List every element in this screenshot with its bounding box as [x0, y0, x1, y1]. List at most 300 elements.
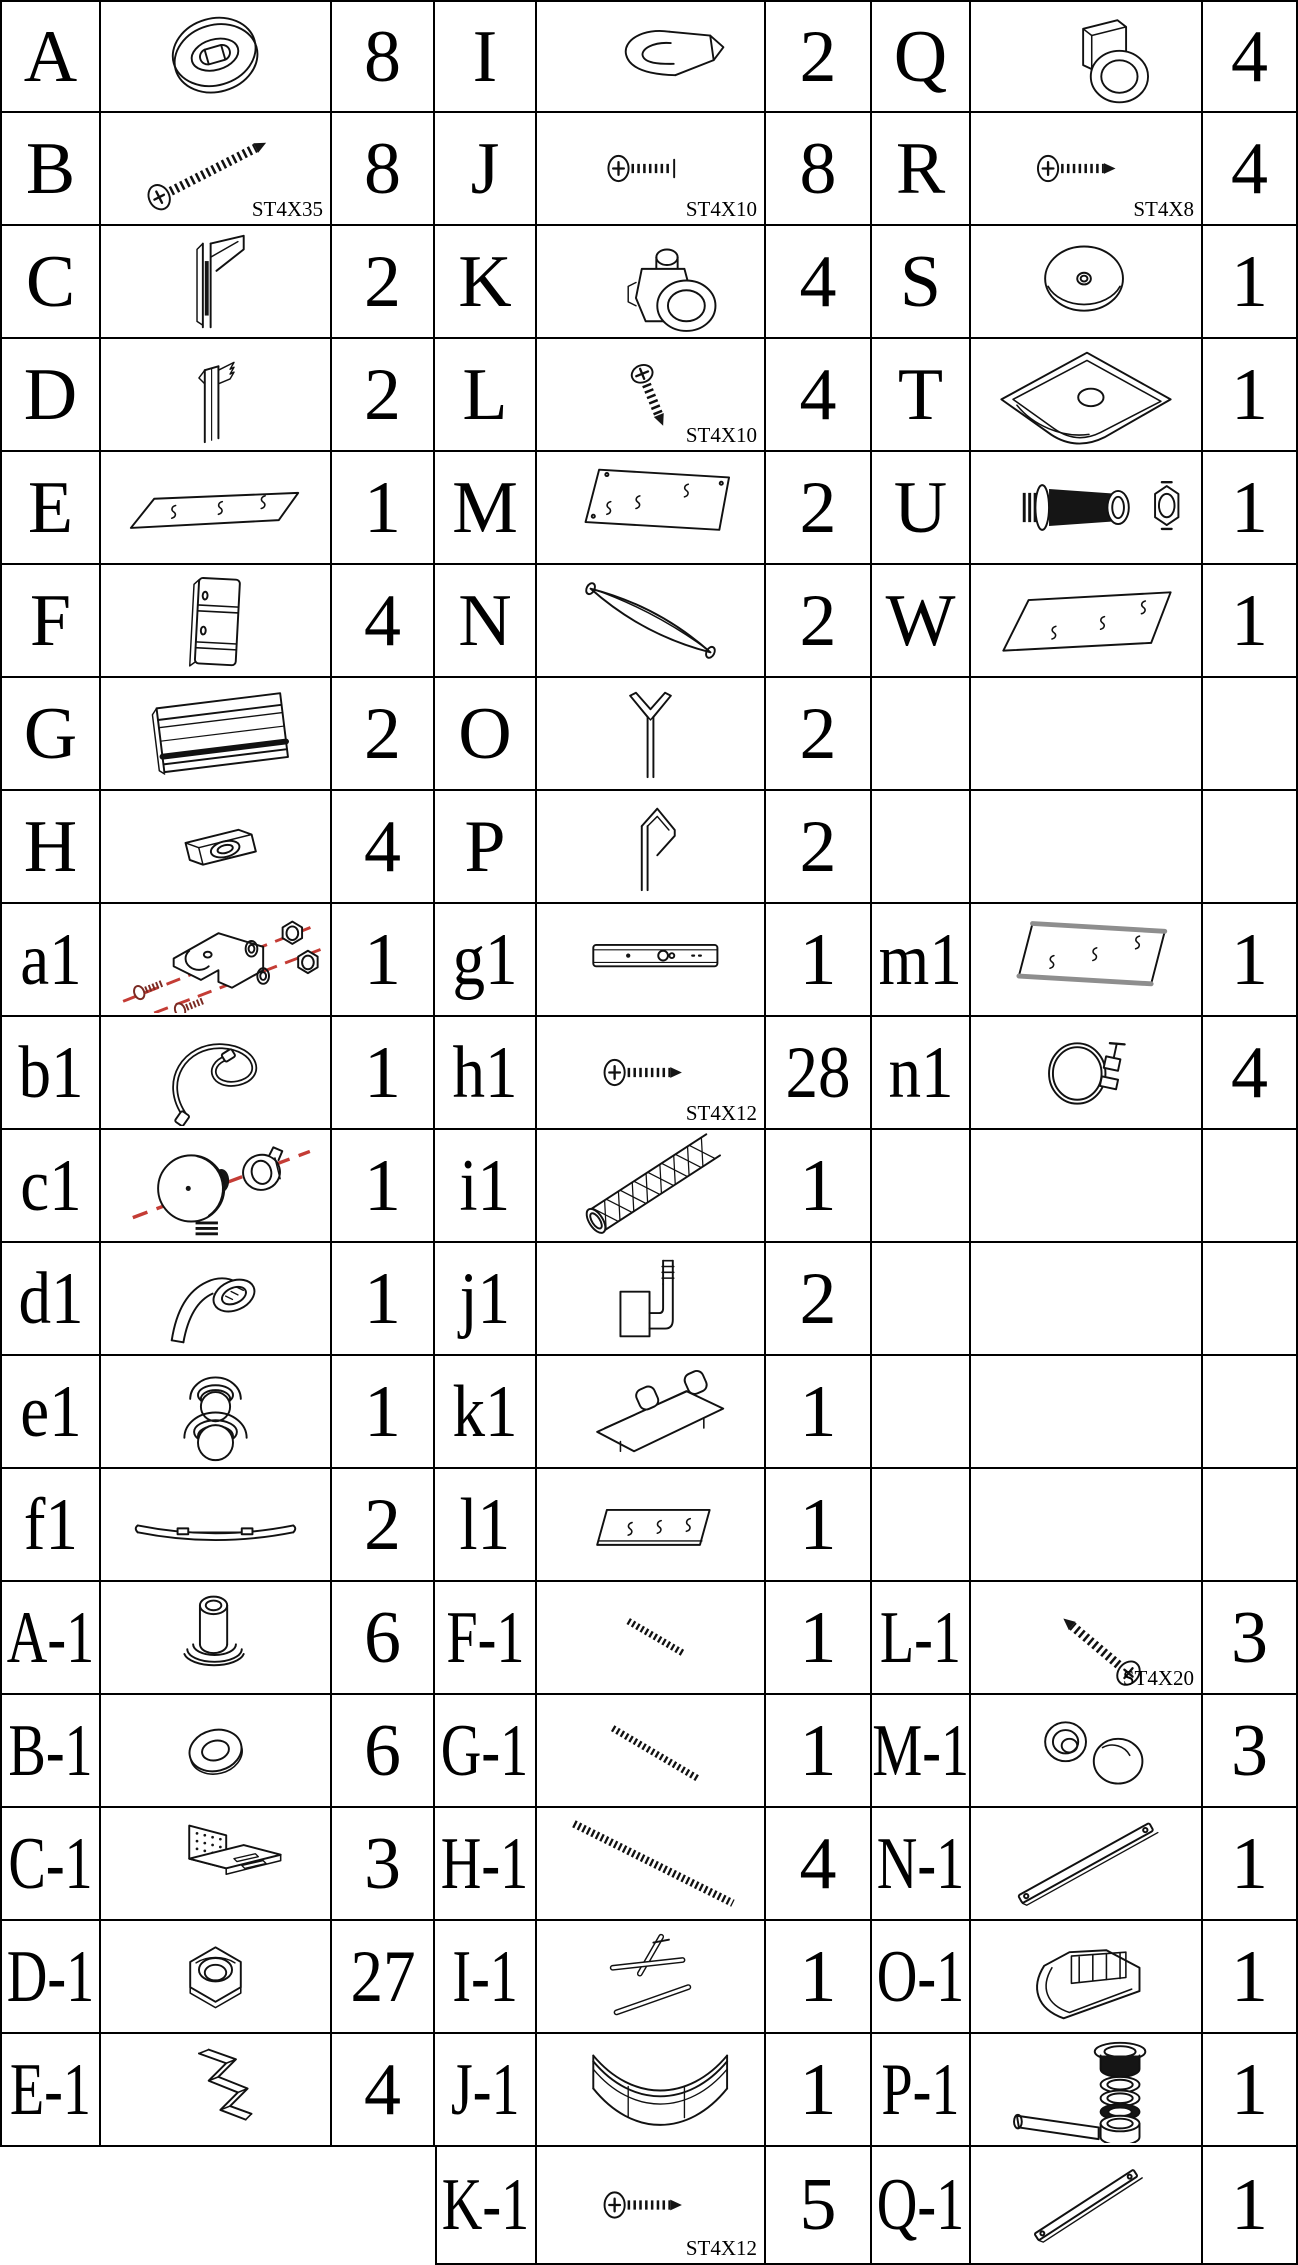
- part-qty: 1: [364, 466, 401, 549]
- part-qty: 4: [1231, 1031, 1268, 1114]
- part-image-cell: [101, 678, 332, 791]
- glass-panel-small-icon: [103, 454, 328, 561]
- oval-grommet-icon: [103, 4, 328, 109]
- elbow-fitting-icon: [539, 1245, 762, 1352]
- empty-qty-cell: [1203, 1243, 1298, 1356]
- threaded-rod-long-icon: [539, 1810, 762, 1917]
- part-label: h1: [452, 1031, 518, 1114]
- wall-bar-holes-icon: [539, 906, 762, 1013]
- part-qty-cell: [332, 339, 435, 452]
- part-label: j1: [459, 1257, 511, 1340]
- part-label: M: [452, 466, 518, 549]
- empty-label-cell: [872, 1243, 971, 1356]
- part-qty-cell: [766, 904, 872, 1017]
- part-label: I-1: [452, 1935, 518, 2018]
- part-qty: 8: [799, 127, 837, 210]
- part-qty-cell: [766, 452, 872, 565]
- part-qty-cell: [1203, 339, 1298, 452]
- part-qty: 4: [799, 353, 837, 436]
- empty-image-cell: [971, 678, 1203, 791]
- part-image-cell: [101, 791, 332, 904]
- drain-tube-nut-icon: [973, 454, 1199, 561]
- part-image-cell: [537, 1130, 766, 1243]
- part-qty-cell: [766, 791, 872, 904]
- part-qty-cell: [1203, 2147, 1298, 2265]
- part-qty-cell: [1203, 1808, 1298, 1921]
- part-qty-cell: [766, 1017, 872, 1130]
- curved-rail-icon: [103, 680, 328, 787]
- part-image-cell: [537, 226, 766, 339]
- clamp-plate-icon: [103, 793, 328, 900]
- empty-label-cell: [872, 791, 971, 904]
- part-label-cell: [435, 904, 537, 1017]
- part-qty: 2: [799, 466, 837, 549]
- curved-corner-rail-icon: [539, 2036, 762, 2143]
- part-label-cell: [435, 1017, 537, 1130]
- part-label: A: [23, 15, 78, 98]
- part-label-cell: [872, 226, 971, 339]
- part-qty: 2: [364, 353, 401, 436]
- part-label: Q: [893, 15, 948, 98]
- part-label-cell: [435, 1243, 537, 1356]
- hex-nut-icon: [103, 1923, 328, 2030]
- part-qty-cell: [1203, 1017, 1298, 1130]
- part-qty-cell: [766, 2147, 872, 2265]
- part-qty-cell: [332, 1808, 435, 1921]
- hose-clamp-ring-icon: [973, 1019, 1199, 1126]
- part-label-cell: [0, 678, 101, 791]
- part-qty: 5: [799, 2164, 837, 2246]
- part-label: U: [893, 466, 948, 549]
- part-label-cell: [0, 1469, 101, 1582]
- screw-size-note: ST4X10: [685, 197, 757, 221]
- part-label: d1: [17, 1257, 84, 1340]
- part-image-cell: [537, 1695, 766, 1808]
- threaded-rod-mid-icon: [539, 1697, 762, 1804]
- part-qty: 2: [799, 692, 837, 775]
- part-qty-cell: [332, 904, 435, 1017]
- part-image-cell: [971, 339, 1203, 452]
- screw-size-note: ST4X12: [685, 1101, 757, 1125]
- part-image-cell: [101, 452, 332, 565]
- part-image-cell: [537, 1469, 766, 1582]
- part-qty: 1: [799, 1709, 837, 1792]
- part-qty-cell: [766, 1695, 872, 1808]
- part-label-cell: [0, 1243, 101, 1356]
- part-image-cell: [971, 1695, 1203, 1808]
- part-label-cell: [435, 1808, 537, 1921]
- part-label-cell: [435, 452, 537, 565]
- part-label-cell: [0, 791, 101, 904]
- part-image-cell: [101, 1808, 332, 1921]
- part-label-cell: [435, 565, 537, 678]
- part-qty: 8: [364, 127, 401, 210]
- part-label: C-1: [8, 1822, 93, 1905]
- part-qty-cell: [332, 1356, 435, 1469]
- part-label-cell: [435, 1695, 537, 1808]
- part-label: D: [23, 353, 78, 436]
- part-image-cell: [101, 339, 332, 452]
- part-qty: 6: [364, 1709, 401, 1792]
- part-qty: 1: [364, 1144, 401, 1227]
- part-qty-cell: [332, 1695, 435, 1808]
- part-qty: 6: [364, 1596, 401, 1679]
- part-label: W: [885, 579, 956, 662]
- part-qty: 1: [364, 918, 401, 1001]
- part-image-cell: [971, 2147, 1203, 2265]
- corner-profile-v-icon: [539, 680, 762, 787]
- part-label: g1: [452, 918, 518, 1001]
- part-label: O-1: [876, 1935, 965, 2018]
- curved-handle-icon: [539, 567, 762, 674]
- part-label-cell: [435, 791, 537, 904]
- part-qty: 4: [799, 1822, 837, 1905]
- empty-image-cell: [971, 1130, 1203, 1243]
- part-label-cell: [872, 904, 971, 1017]
- part-qty: 1: [799, 918, 837, 1001]
- part-qty: 1: [364, 1031, 401, 1114]
- part-label: m1: [878, 918, 963, 1001]
- part-qty: 28: [785, 1031, 851, 1114]
- part-label-cell: [0, 1921, 101, 2034]
- part-label-cell: [872, 1582, 971, 1695]
- part-qty: 1: [1231, 1822, 1268, 1905]
- corner-bracket-perforated-icon: [103, 1810, 328, 1917]
- part-qty: 4: [799, 240, 837, 323]
- part-label: Q-1: [876, 2164, 965, 2246]
- corner-seat-icon: [973, 1923, 1199, 2030]
- part-qty: 3: [364, 1822, 401, 1905]
- part-qty: 1: [1231, 918, 1268, 1001]
- part-qty-cell: [332, 565, 435, 678]
- part-label: M-1: [872, 1709, 969, 1792]
- part-label: E: [27, 466, 74, 549]
- empty-qty-cell: [1203, 1469, 1298, 1582]
- part-label-cell: [0, 339, 101, 452]
- part-label-cell: [872, 1017, 971, 1130]
- part-qty: 1: [799, 1144, 837, 1227]
- absent-cell: [0, 2147, 101, 2265]
- part-image-cell: [971, 0, 1203, 113]
- part-qty-cell: [766, 565, 872, 678]
- part-qty-cell: [332, 226, 435, 339]
- curved-towel-bar-icon: [103, 1471, 328, 1578]
- cover-disc-icon: [973, 228, 1199, 335]
- glass-strip-icon: [539, 1471, 762, 1578]
- part-label-cell: [872, 565, 971, 678]
- drain-assembly-icon: [973, 2036, 1199, 2143]
- part-qty: 2: [364, 240, 401, 323]
- part-qty-cell: [766, 1582, 872, 1695]
- absent-cell: [332, 2147, 435, 2265]
- part-label: K-1: [442, 2164, 530, 2246]
- part-image-cell: [537, 1808, 766, 1921]
- part-image-cell: [537, 1921, 766, 2034]
- part-qty-cell: [766, 2034, 872, 2147]
- part-image-cell: [101, 565, 332, 678]
- part-qty-cell: [1203, 1695, 1298, 1808]
- bracket-exploded-icon: [103, 906, 328, 1013]
- holder-disc-exploded-icon: [103, 1132, 328, 1239]
- part-label-cell: [435, 1130, 537, 1243]
- part-qty-cell: [766, 0, 872, 113]
- part-qty: 1: [1231, 1935, 1268, 2018]
- part-label: E-1: [9, 2048, 92, 2131]
- part-label: H-1: [441, 1822, 529, 1905]
- part-label-cell: [872, 0, 971, 113]
- part-label: I: [472, 15, 498, 98]
- part-label-cell: [435, 226, 537, 339]
- part-label-cell: [0, 1017, 101, 1130]
- part-label: R: [895, 127, 946, 210]
- part-qty-cell: [1203, 1921, 1298, 2034]
- part-image-cell: [971, 226, 1203, 339]
- part-image-cell: [971, 2034, 1203, 2147]
- part-label: P-1: [881, 2048, 960, 2131]
- part-qty-cell: [766, 339, 872, 452]
- part-label-cell: [0, 1582, 101, 1695]
- part-qty-cell: [332, 791, 435, 904]
- part-qty-cell: [1203, 1582, 1298, 1695]
- flat-bar-holes-icon: [973, 1810, 1199, 1917]
- part-image-cell: [537, 1017, 766, 1130]
- part-qty: 1: [1231, 240, 1268, 323]
- part-image-cell: [101, 904, 332, 1017]
- part-label-cell: [0, 113, 101, 226]
- empty-image-cell: [971, 791, 1203, 904]
- part-qty-cell: [1203, 2034, 1298, 2147]
- part-label: a1: [19, 918, 82, 1001]
- part-qty: 1: [799, 1596, 837, 1679]
- part-image-cell: [537, 339, 766, 452]
- part-qty-cell: [332, 0, 435, 113]
- screw-size-note: ST4X8: [1133, 197, 1194, 221]
- shelf-bracket-hooks-icon: [539, 1358, 762, 1465]
- part-label-cell: [0, 0, 101, 113]
- part-qty: 1: [799, 1370, 837, 1453]
- part-qty-cell: [1203, 904, 1298, 1017]
- part-image-cell: [971, 452, 1203, 565]
- part-qty-cell: [1203, 565, 1298, 678]
- part-label: A-1: [6, 1596, 95, 1679]
- part-qty-cell: [766, 1356, 872, 1469]
- part-image-cell: [971, 1017, 1203, 1130]
- part-image-cell: [101, 1695, 332, 1808]
- glass-panel-gray-edge-icon: [973, 906, 1199, 1013]
- part-label: N: [458, 579, 512, 662]
- part-qty: 1: [799, 1483, 837, 1566]
- part-label-cell: [435, 678, 537, 791]
- part-label: L-1: [879, 1596, 962, 1679]
- part-image-cell: [101, 113, 332, 226]
- empty-image-cell: [971, 1243, 1203, 1356]
- part-qty-cell: [766, 1130, 872, 1243]
- part-label-cell: [435, 0, 537, 113]
- part-label-cell: [0, 1130, 101, 1243]
- part-image-cell: [537, 2147, 766, 2265]
- flat-bar-plain-icon: [973, 2149, 1199, 2261]
- part-qty-cell: [766, 1243, 872, 1356]
- part-qty-cell: [1203, 0, 1298, 113]
- part-label-cell: [0, 1695, 101, 1808]
- part-qty-cell: [332, 678, 435, 791]
- part-image-cell: [537, 452, 766, 565]
- part-label-cell: [872, 1695, 971, 1808]
- part-qty: 1: [1231, 466, 1268, 549]
- part-image-cell: [101, 1921, 332, 2034]
- part-label: l1: [459, 1483, 511, 1566]
- part-image-cell: [101, 2034, 332, 2147]
- part-image-cell: [101, 226, 332, 339]
- part-label: e1: [19, 1370, 82, 1453]
- part-qty: 4: [364, 805, 401, 888]
- part-image-cell: [537, 2034, 766, 2147]
- glass-clip-icon: [539, 4, 762, 109]
- part-label: C: [25, 240, 76, 323]
- part-image-cell: [537, 1243, 766, 1356]
- corner-profile-peak-icon: [539, 793, 762, 900]
- part-qty-cell: [1203, 113, 1298, 226]
- part-image-cell: [101, 1469, 332, 1582]
- part-label: P: [464, 805, 506, 888]
- part-qty: 2: [799, 1257, 837, 1340]
- part-qty: 4: [364, 579, 401, 662]
- part-qty: 4: [364, 2048, 401, 2131]
- part-label-cell: [872, 1808, 971, 1921]
- part-label: c1: [19, 1144, 82, 1227]
- part-qty: 4: [1231, 127, 1268, 210]
- part-label-cell: [435, 2034, 537, 2147]
- part-label-cell: [435, 2147, 537, 2265]
- part-qty-cell: [766, 678, 872, 791]
- part-qty: 8: [364, 15, 401, 98]
- empty-label-cell: [872, 1130, 971, 1243]
- part-label-cell: [0, 452, 101, 565]
- screw-size-note: ST4X10: [685, 423, 757, 447]
- part-label-cell: [435, 339, 537, 452]
- roller-post-icon: [539, 228, 762, 335]
- part-qty-cell: [766, 1808, 872, 1921]
- part-label-cell: [0, 2034, 101, 2147]
- part-image-cell: [537, 791, 766, 904]
- screw-size-note: ST4X12: [685, 2236, 757, 2260]
- threaded-rod-short-icon: [539, 1584, 762, 1691]
- part-image-cell: [101, 1017, 332, 1130]
- part-qty-cell: [332, 1130, 435, 1243]
- part-label-cell: [435, 1921, 537, 2034]
- part-label-cell: [872, 2147, 971, 2265]
- empty-qty-cell: [1203, 678, 1298, 791]
- part-qty: 3: [1231, 1596, 1268, 1679]
- end-caps-icon: [973, 1697, 1199, 1804]
- part-label-cell: [0, 1808, 101, 1921]
- part-qty-cell: [332, 1017, 435, 1130]
- part-label: f1: [23, 1483, 78, 1566]
- part-label: b1: [17, 1031, 84, 1114]
- screw-size-note: ST4X35: [251, 197, 323, 221]
- part-label-cell: [0, 226, 101, 339]
- hand-shower-icon: [103, 1245, 328, 1352]
- part-label-cell: [872, 1921, 971, 2034]
- part-label: D-1: [6, 1935, 95, 2018]
- part-qty: 4: [1231, 15, 1268, 98]
- part-qty-cell: [766, 1921, 872, 2034]
- part-qty: 2: [799, 805, 837, 888]
- part-qty-cell: [766, 226, 872, 339]
- part-image-cell: [101, 1582, 332, 1695]
- part-label-cell: [0, 1356, 101, 1469]
- screw-size-note: ST4X20: [1122, 1666, 1194, 1690]
- part-qty-cell: [332, 1469, 435, 1582]
- roller-bracket-icon: [973, 4, 1199, 109]
- part-qty: 1: [1231, 2164, 1268, 2246]
- part-label: B: [25, 127, 76, 210]
- part-image-cell: [101, 1130, 332, 1243]
- part-label: n1: [887, 1031, 954, 1114]
- part-label-cell: [0, 565, 101, 678]
- part-label: J-1: [450, 2048, 520, 2131]
- shower-tray-icon: [973, 341, 1199, 448]
- part-image-cell: [537, 1356, 766, 1469]
- knob-plugs-icon: [103, 1358, 328, 1465]
- part-label: N-1: [876, 1822, 965, 1905]
- wall-profile-serrated-icon: [103, 341, 328, 448]
- part-qty: 2: [364, 1483, 401, 1566]
- part-qty-cell: [766, 113, 872, 226]
- part-qty: 1: [1231, 2048, 1268, 2131]
- part-label: O: [458, 692, 512, 775]
- part-image-cell: [971, 1921, 1203, 2034]
- part-label-cell: [872, 339, 971, 452]
- part-label: G-1: [441, 1709, 529, 1792]
- standoff-bolt-icon: [103, 1584, 328, 1691]
- part-image-cell: [971, 113, 1203, 226]
- empty-image-cell: [971, 1356, 1203, 1469]
- part-label-cell: [872, 2034, 971, 2147]
- part-qty-cell: [332, 113, 435, 226]
- part-image-cell: [971, 565, 1203, 678]
- part-label-cell: [435, 1356, 537, 1469]
- part-qty-cell: [332, 1243, 435, 1356]
- part-label: k1: [452, 1370, 518, 1453]
- empty-qty-cell: [1203, 791, 1298, 904]
- panel-bracket-holes-icon: [103, 567, 328, 674]
- part-label-cell: [872, 452, 971, 565]
- part-image-cell: [537, 678, 766, 791]
- part-label: J: [470, 127, 500, 210]
- part-label-cell: [872, 113, 971, 226]
- part-qty-cell: [1203, 452, 1298, 565]
- part-label: G: [23, 692, 78, 775]
- empty-qty-cell: [1203, 1130, 1298, 1243]
- part-image-cell: [971, 1808, 1203, 1921]
- part-qty-cell: [766, 1469, 872, 1582]
- part-qty: 2: [799, 579, 837, 662]
- absent-cell: [101, 2147, 332, 2265]
- part-qty: 3: [1231, 1709, 1268, 1792]
- wall-profile-flag-icon: [103, 228, 328, 335]
- part-qty-cell: [332, 1582, 435, 1695]
- flexible-hose-loop-icon: [103, 1019, 328, 1126]
- part-label: F: [29, 579, 72, 662]
- part-label: B-1: [8, 1709, 93, 1792]
- part-qty-cell: [1203, 226, 1298, 339]
- part-qty-cell: [332, 2034, 435, 2147]
- part-label: K: [458, 240, 512, 323]
- part-label: S: [899, 240, 942, 323]
- part-qty: 1: [1231, 579, 1268, 662]
- bent-clip-icon: [103, 2036, 328, 2143]
